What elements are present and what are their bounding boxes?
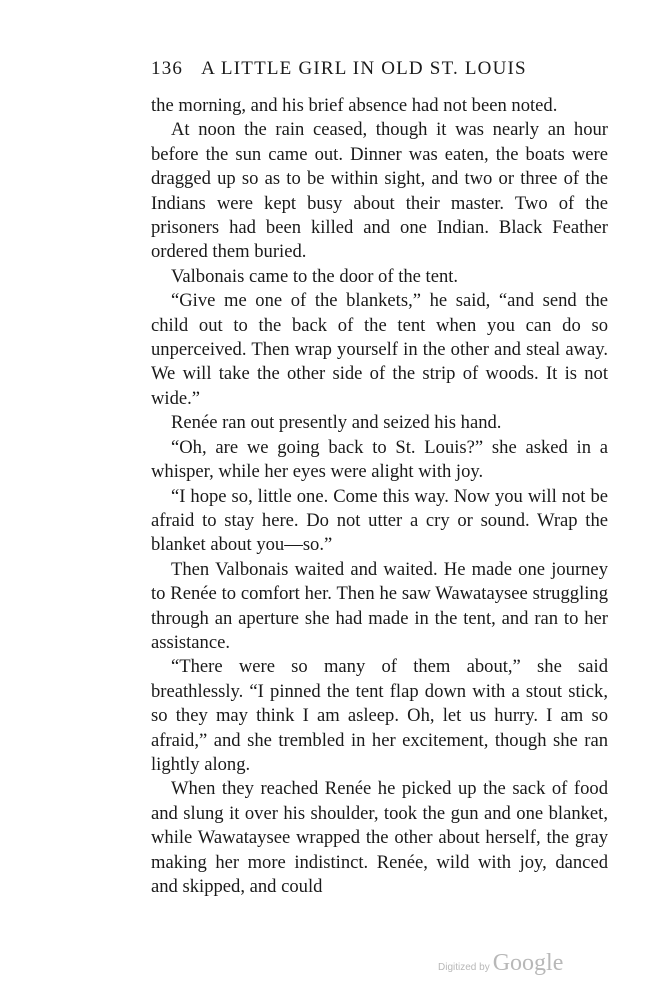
body-text	[151, 94, 608, 899]
paragraph: “Give me one of the blankets,” he said, “and send the child out to the back of the tent when you can do so unperceived. Then wrap yourself in the other and steal away. We will take the other side of the strip of woods. It is not wide.”	[151, 290, 608, 409]
paragraph: “There were so many of them about,” she said breathlessly. “I pinned the tent flap down with a stout stick, so they may think I am asleep. Oh, let us hurry. I am so afraid,” and she trembled in her excitement, though she ran lightly along.	[151, 656, 608, 775]
watermark-brand: Google	[492, 950, 564, 976]
paragraph: At noon the rain ceased, though it was nearly an hour before the sun came out. Dinner was eaten, the boats were dragged up so as to be within sight, and two or three of the Indians were kept busy about their master. Two of the prisoners had been killed and one Indian. Black Feather ordered them buried.	[151, 119, 608, 263]
page-number: 136	[151, 58, 184, 79]
paragraph: Then Valbonais waited and waited. He made one journey to Renée to comfort her. Then he saw Wawataysee struggling through an aperture she had made in the tent, and ran to her assistance.	[151, 558, 608, 653]
running-title: A LITTLE GIRL IN OLD ST. LOUIS	[201, 58, 527, 79]
paragraph: “I hope so, little one. Come this way. Now you will not be afraid to stay here. Do not utter a cry or sound. Wrap the blanket about you—so.”	[151, 485, 608, 556]
watermark-prefix: Digitized by	[438, 962, 490, 973]
book-page	[151, 58, 608, 899]
paragraph: Renée ran out presently and seized his hand.	[171, 412, 502, 434]
paragraph: “Oh, are we going back to St. Louis?” she asked in a whisper, while her eyes were alight with joy.	[151, 436, 608, 483]
paragraph: When they reached Renée he picked up the sack of food and slung it over his shoulder, took the gun and one blanket, while Wawataysee wrapped the other about herself, the gray making her more indistinct. Renée, wild with joy, danced and skipped, and could	[151, 778, 608, 897]
paragraph: the morning, and his brief absence had not been noted.	[151, 95, 558, 116]
paragraph: Valbonais came to the door of the tent.	[171, 265, 459, 287]
page-header	[151, 58, 608, 80]
digitized-by-watermark	[438, 950, 563, 977]
